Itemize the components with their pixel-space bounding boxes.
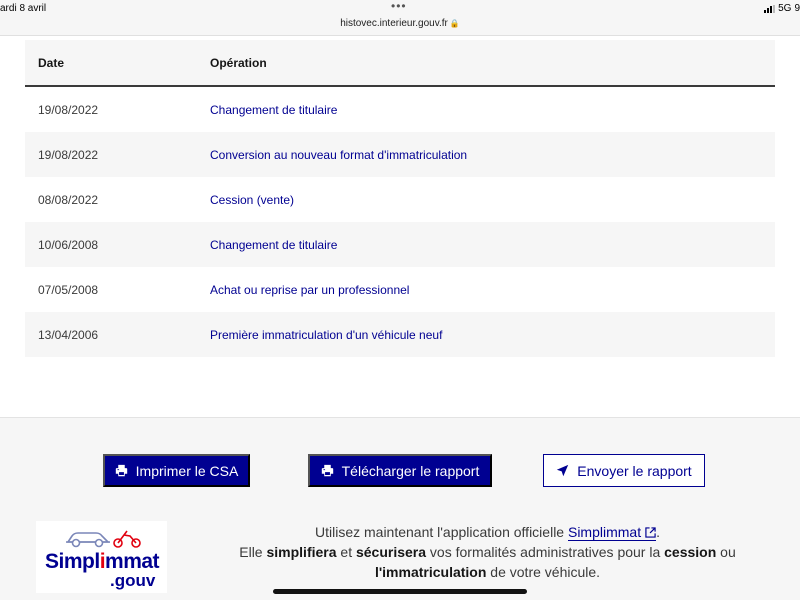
row-operation: Première immatriculation d'un véhicule neuf [210,327,443,342]
promo-line-3: l'immatriculation de votre véhicule. [374,564,601,580]
table-row [25,222,775,267]
simplimmat-promo-text [200,522,775,582]
send-arrow-icon [556,464,569,477]
send-report-label: Envoyer le rapport [577,462,692,479]
promo-line-2: Elle simplifiera et sécurisera vos formalités administratives pour la cession ou [239,544,736,560]
promo-line-1: Utilisez maintenant l'application officielle Simplimmat . [314,524,660,540]
row-date: 19/08/2022 [38,102,99,117]
printer-icon [321,464,334,477]
simplimmat-logo[interactable] [36,521,167,593]
table-row [25,87,775,132]
row-date: 10/06/2008 [38,237,99,252]
signal-icon [764,5,775,13]
download-report-label: Télécharger le rapport [341,462,480,479]
print-csa-label: Imprimer le CSA [135,462,239,479]
print-csa-button[interactable] [103,454,250,487]
url-text: histovec.interieur.gouv.fr [340,18,448,29]
history-table [25,40,775,357]
lock-icon: 🔒 [449,19,460,28]
status-extra: 9 [794,3,800,14]
status-indicators [764,3,800,14]
row-operation: Conversion au nouveau format d'immatriculation [210,147,468,162]
status-time: ardi 8 avril [0,3,47,14]
address-bar[interactable] [0,18,800,29]
row-operation: Cession (vente) [210,192,295,207]
header-date: Date [38,55,65,70]
table-row [25,312,775,357]
history-card [0,36,800,418]
row-operation: Changement de titulaire [210,237,338,252]
external-link-icon [645,527,656,538]
simplimmat-link[interactable]: Simplimmat [568,524,656,541]
row-date: 19/08/2022 [38,147,99,162]
more-dots-icon[interactable]: ••• [391,0,407,13]
row-operation: Changement de titulaire [210,102,338,117]
table-row [25,132,775,177]
browser-status-bar [0,0,800,36]
network-label: 5G [778,3,792,14]
logo-suffix: .gouv [110,571,156,590]
row-date: 08/08/2022 [38,192,99,207]
row-operation: Achat ou reprise par un professionnel [210,282,410,297]
logo-wordmark: Simplimmat [45,550,160,573]
table-body [25,87,775,357]
download-report-button[interactable] [308,454,492,487]
table-row [25,267,775,312]
send-report-button[interactable] [543,454,705,487]
table-row [25,177,775,222]
header-operation: Opération [210,55,267,70]
table-header [25,40,775,87]
row-date: 07/05/2008 [38,282,99,297]
home-indicator[interactable] [273,589,527,594]
printer-icon [115,464,128,477]
car-moto-icon [64,527,144,549]
row-date: 13/04/2006 [38,327,99,342]
